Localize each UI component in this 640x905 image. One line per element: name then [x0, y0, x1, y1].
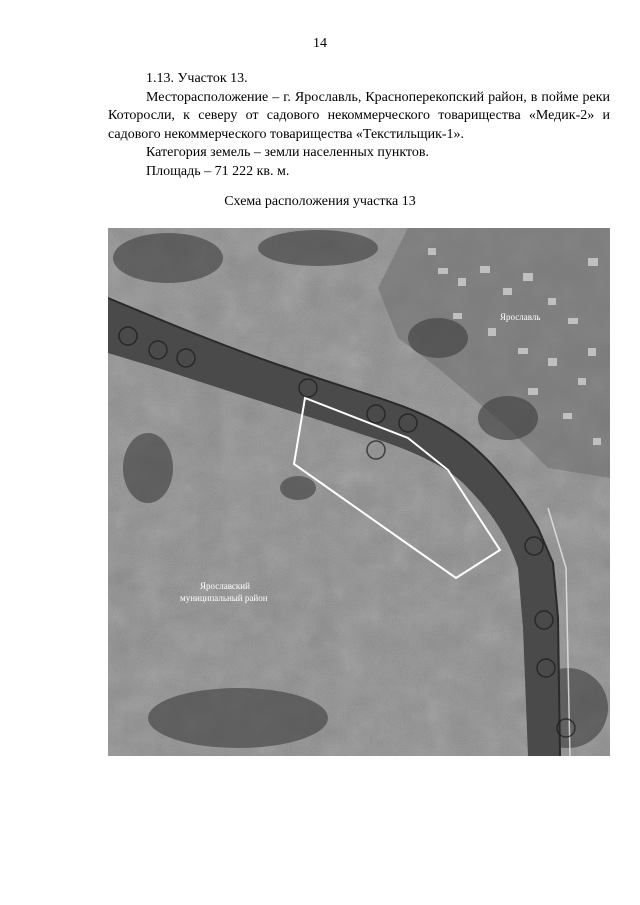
district-label-line2: муниципальный район [180, 593, 268, 603]
section-heading: 1.13. Участок 13. [146, 71, 248, 86]
satellite-map [108, 228, 610, 756]
land-category: Категория земель – земли населенных пунктов. [146, 145, 429, 160]
district-label-line1: Ярославский [200, 581, 250, 591]
city-label: Ярославль [500, 312, 541, 322]
location-paragraph: Месторасположение – г. Ярославль, Красноперекопский район, в пойме реки Которосли, к северу от садового некоммерческого товарищества «Медик-2» и садового некоммерческого товарищества «Текстильщик-1». [108, 89, 610, 142]
section-text [108, 70, 610, 181]
map-caption: Схема расположения участка 13 [224, 194, 416, 209]
page-number: 14 [313, 36, 327, 51]
plot-area: Площадь – 71 222 кв. м. [146, 163, 290, 179]
